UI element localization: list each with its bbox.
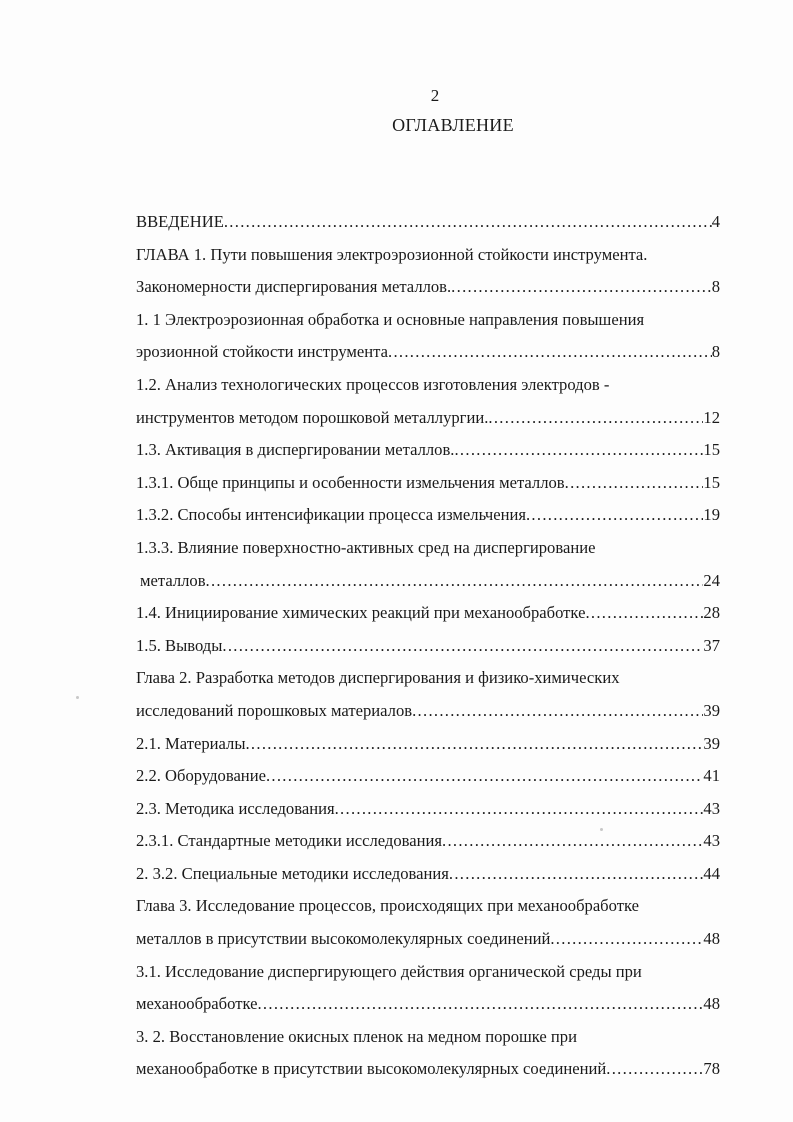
toc-entry-chapter-3 [136, 890, 720, 923]
toc-leader-dots [266, 760, 703, 793]
scan-speck [76, 696, 79, 699]
toc-page-number: 12 [703, 407, 720, 427]
toc-page-number: 28 [703, 603, 720, 623]
toc-entry-text: механообработке в присутствии высокомолекулярных соединений [136, 1059, 607, 1079]
toc-entry-3-1-cont [136, 988, 720, 1021]
toc-entry-chapter-2-cont [136, 695, 720, 728]
toc-entry-text: 3. 2. Восстановление окисных пленок на медном порошке при [136, 1026, 577, 1046]
toc-entry-intro [136, 206, 720, 239]
toc-leader-dots [335, 793, 704, 826]
toc-entry-3-1 [136, 956, 720, 989]
toc-entry-text: 1.3.1. Обще принципы и особенности измельчения металлов [136, 472, 565, 492]
page-title: ОГЛАВЛЕНИЕ [392, 115, 514, 135]
toc-entry-text: 1.3. Активация в диспергировании металлов. [136, 440, 455, 460]
toc-entry-text: Закономерности диспергирования металлов. [136, 277, 452, 297]
toc-entry-text: инструментов методом порошковой металлургии. [136, 407, 489, 427]
toc-entry-text: 2.3.1. Стандартные методики исследования [136, 831, 442, 851]
toc-entry-text: эрозионной стойкости инструмента [136, 342, 388, 362]
toc-entry-chapter-1-cont [136, 271, 720, 304]
toc-page-number: 8 [711, 342, 720, 362]
page-number: 2 [430, 86, 440, 105]
toc-entry-text: 1.5. Выводы [136, 635, 223, 655]
toc-entry-text: 1. 1 Электроэрозионная обработка и основные направления повышения [136, 309, 645, 329]
toc-page-number: 39 [703, 700, 720, 720]
toc-leader-dots [488, 402, 703, 435]
toc-leader-dots [565, 467, 704, 500]
toc-entry-chapter-2 [136, 662, 720, 695]
toc-page-number: 24 [703, 570, 720, 590]
toc-entry-text: Глава 3. Исследование процессов, происходящих при механообработке [136, 896, 639, 916]
table-of-contents [136, 206, 720, 1086]
toc-page-number: 15 [703, 472, 720, 492]
toc-page-number: 41 [703, 766, 720, 786]
toc-page-number: 43 [703, 798, 720, 818]
toc-leader-dots [257, 988, 703, 1021]
toc-leader-dots [442, 825, 703, 858]
toc-entry-2-3-2 [136, 858, 720, 891]
toc-leader-dots [449, 858, 704, 891]
toc-leader-dots [224, 206, 712, 239]
toc-page-number: 48 [703, 929, 720, 949]
toc-entry-3-2 [136, 1021, 720, 1054]
toc-entry-chapter-3-cont [136, 923, 720, 956]
toc-entry-chapter-1 [136, 239, 720, 272]
toc-entry-text: 1.3.3. Влияние поверхностно-активных сред на диспергирование [136, 537, 596, 557]
toc-entry-1-2 [136, 369, 720, 402]
toc-page-number: 78 [703, 1059, 720, 1079]
toc-leader-dots [222, 630, 703, 663]
toc-entry-1-5 [136, 630, 720, 663]
toc-leader-dots [550, 923, 703, 956]
toc-leader-dots [454, 434, 703, 467]
toc-entry-text: 3.1. Исследование диспергирующего действия органической среды при [136, 961, 642, 981]
toc-entry-text: металлов [140, 570, 206, 590]
toc-page-number: 39 [703, 733, 720, 753]
toc-entry-1-3-3 [136, 532, 720, 565]
scan-speck [600, 828, 603, 831]
toc-entry-2-1 [136, 728, 720, 761]
toc-entry-1-4 [136, 597, 720, 630]
toc-entry-1-1-cont [136, 336, 720, 369]
toc-entry-text: Глава 2. Разработка методов диспергирования и физико-химических [136, 668, 620, 688]
toc-entry-text: механообработке [136, 994, 258, 1014]
toc-entry-1-3 [136, 434, 720, 467]
toc-page-number: 37 [703, 635, 720, 655]
toc-page-number: 44 [703, 863, 720, 883]
toc-page-number: 19 [703, 505, 720, 525]
toc-entry-2-3-1 [136, 825, 720, 858]
toc-leader-dots [206, 565, 704, 598]
toc-entry-text: исследований порошковых материалов [136, 700, 413, 720]
toc-leader-dots [585, 597, 703, 630]
toc-entry-2-3 [136, 793, 720, 826]
toc-page-number: 15 [703, 440, 720, 460]
toc-entry-1-3-3-cont [136, 565, 720, 598]
toc-leader-dots [245, 728, 703, 761]
toc-entry-text: 1.4. Инициирование химических реакций при механообработке [136, 603, 586, 623]
toc-leader-dots [606, 1053, 703, 1086]
toc-leader-dots [412, 695, 703, 728]
toc-entry-text: 2. 3.2. Специальные методики исследования [136, 863, 449, 883]
toc-leader-dots [451, 271, 712, 304]
toc-page-number: 43 [703, 831, 720, 851]
toc-entry-1-3-2 [136, 499, 720, 532]
toc-entry-1-3-1 [136, 467, 720, 500]
toc-entry-text: ГЛАВА 1. Пути повышения электроэрозионной стойкости инструмента. [136, 244, 648, 264]
toc-page-number: 8 [711, 277, 720, 297]
toc-entry-text: 1.3.2. Способы интенсификации процесса измельчения [136, 505, 526, 525]
toc-entry-1-2-cont [136, 402, 720, 435]
toc-entry-text: металлов в присутствии высокомолекулярных соединений [136, 929, 551, 949]
toc-entry-text: 2.3. Методика исследования [136, 798, 335, 818]
toc-leader-dots [526, 499, 703, 532]
toc-page-number: 4 [711, 212, 720, 231]
toc-entry-3-2-cont [136, 1053, 720, 1086]
toc-entry-text: 2.2. Оборудование [136, 766, 266, 786]
toc-leader-dots [388, 336, 712, 369]
toc-entry-2-2 [136, 760, 720, 793]
toc-page-number: 48 [703, 994, 720, 1014]
toc-entry-text: ВВЕДЕНИЕ [136, 212, 224, 231]
toc-entry-text: 2.1. Материалы [136, 733, 246, 753]
toc-entry-1-1 [136, 304, 720, 337]
toc-entry-text: 1.2. Анализ технологических процессов изготовления электродов - [136, 374, 610, 394]
